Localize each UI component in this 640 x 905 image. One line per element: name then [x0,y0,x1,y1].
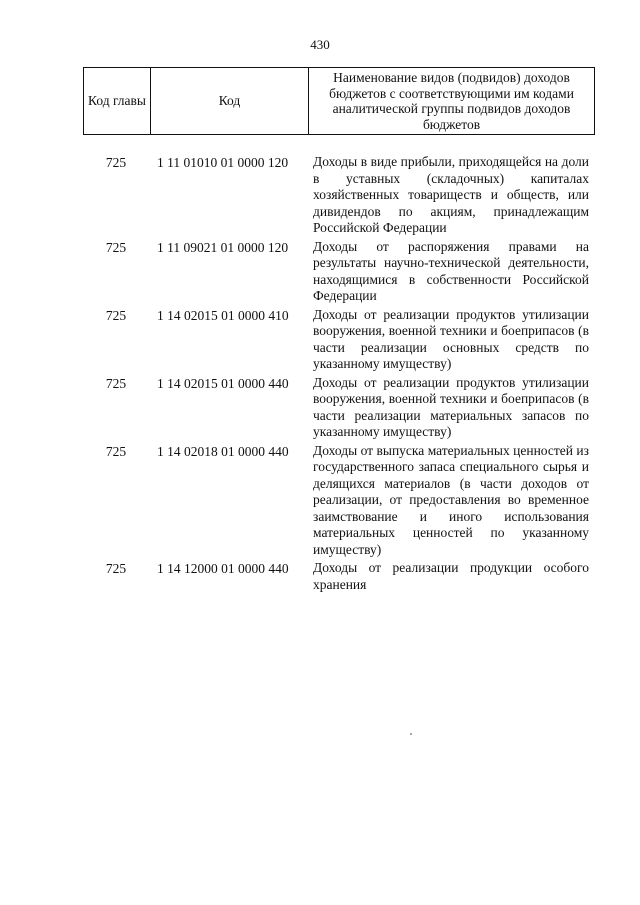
table-row [83,560,595,593]
scan-speck [410,733,412,735]
row-description: Доходы от реализации продукции особого хранения [313,560,589,592]
header-chapter-code: Код главы [88,93,146,109]
row-description: Доходы от реализации продуктов утилизации вооружения, военной техники и боеприпасов (в части реализации основных средств по указанному имуществу) [313,306,589,371]
row-code: 1 11 09021 01 0000 120 [157,239,289,255]
row-description: Доходы от реализации продуктов утилизации вооружения, военной техники и боеприпасов (в части реализации материальных запасов по указанному имуществу) [313,374,589,439]
row-chapter-code: 725 [105,443,127,459]
table-row [83,375,595,441]
row-description: Доходы от выпуска материальных ценностей из государственного запаса специального сырья и делящихся материалов (в части доходов от реализации, от предоставления во временное заимствование и иного использования материальных ценностей по указанному имуществу) [313,442,589,557]
row-code: 1 11 01010 01 0000 120 [157,155,289,170]
row-code: 1 14 02015 01 0000 440 [157,375,289,391]
row-chapter-code: 725 [105,307,127,323]
row-code: 1 14 02018 01 0000 440 [157,443,289,459]
row-chapter-code: 725 [105,375,127,391]
header-name: Наименование видов (подвидов) доходов бюджетов с соответствующими им кодами аналитической группы подвидов доходов бюджетов [308,68,594,134]
row-description: Доходы в виде прибыли, приходящейся на доли в уставных (складочных) капиталах хозяйственных товариществ и обществ, или дивидендов по акциям, принадлежащим Российской Федерации [313,154,589,235]
table-row [83,239,595,305]
page-number: 430 [310,37,330,52]
header-code: Код [150,68,308,134]
table-header [83,67,595,135]
row-code: 1 14 02015 01 0000 410 [157,307,289,323]
row-code: 1 14 12000 01 0000 440 [157,561,289,576]
table-row [83,443,595,559]
table-row [83,307,595,373]
row-chapter-code: 725 [105,155,127,170]
row-chapter-code: 725 [105,239,127,255]
row-chapter-code: 725 [105,561,127,576]
row-description: Доходы от распоряжения правами на результаты научно-технической деятельности, находящимися в собственности Российской Федерации [313,238,589,303]
table-body [83,154,595,595]
table-row [83,154,595,237]
